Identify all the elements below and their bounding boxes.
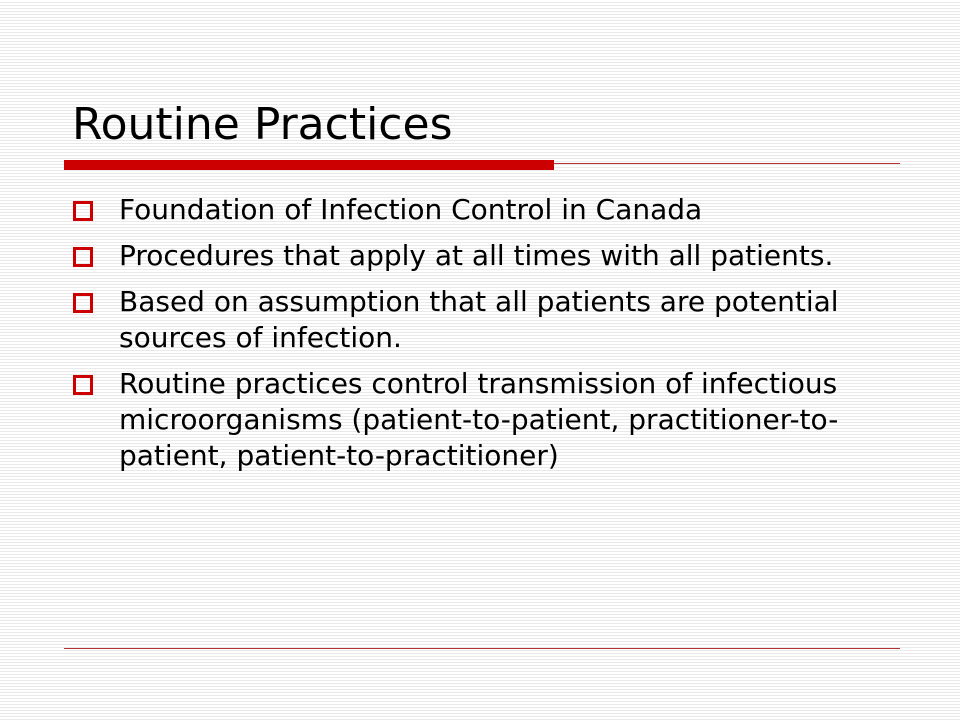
hollow-square-bullet-icon	[73, 293, 93, 313]
hollow-square-bullet-icon	[73, 375, 93, 395]
bullet-text: Based on assumption that all patients are potential sources of infection.	[119, 285, 839, 354]
hollow-square-bullet-icon	[73, 247, 93, 267]
bullet-text: Foundation of Infection Control in Canada	[119, 193, 703, 226]
bullet-item	[72, 192, 872, 228]
bullet-text: Procedures that apply at all times with all patients.	[119, 239, 834, 272]
bullet-item	[72, 366, 872, 474]
bullet-item	[72, 284, 872, 356]
footer-divider	[64, 648, 900, 649]
bullet-item	[72, 238, 872, 274]
bullet-text: Routine practices control transmission of infectious microorganisms (patient-to-patient, practitioner-to-patient, patient-to-practitioner)	[119, 367, 839, 472]
bullet-list	[72, 192, 872, 484]
slide-title: Routine Practices	[72, 99, 453, 150]
hollow-square-bullet-icon	[73, 201, 93, 221]
title-divider-accent	[64, 160, 554, 170]
